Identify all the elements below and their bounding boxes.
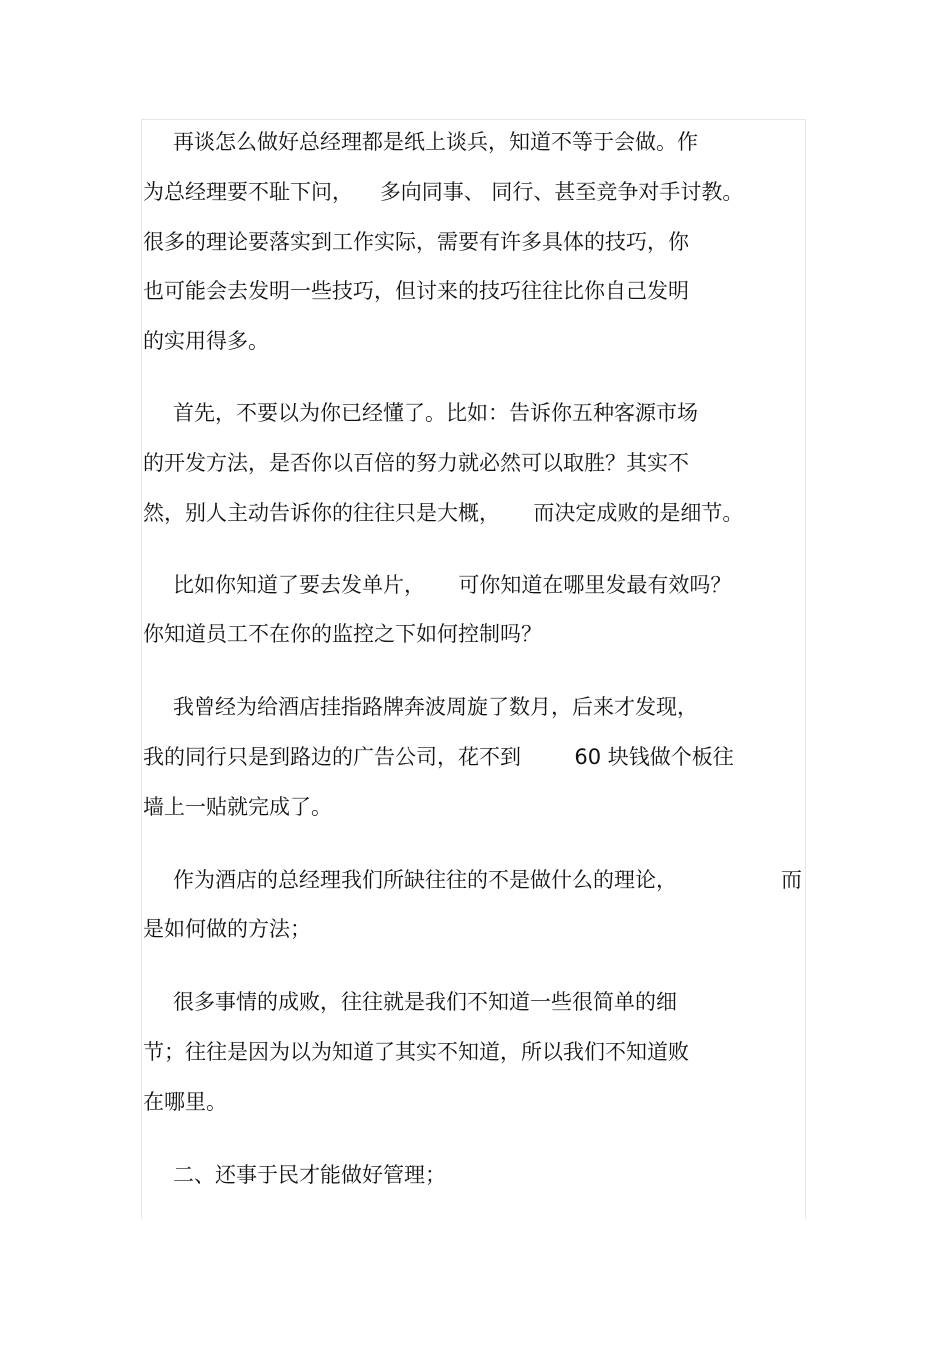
paragraph-1-line-2: 为总经理要不耻下问， 多向同事、 同行、甚至竞争对手讨教。 xyxy=(143,180,744,204)
paragraph-4-line-3: 墙上一贴就完成了。 xyxy=(143,795,332,819)
paragraph-5-line-2: 是如何做的方法； xyxy=(143,917,311,941)
paragraph-2-line-1: 首先，不要以为你已经懂了。比如：告诉你五种客源市场 xyxy=(173,401,698,425)
paragraph-3-line-2: 你知道员工不在你的监控之下如何控制吗？ xyxy=(143,622,542,646)
paragraph-6-line-1: 很多事情的成败，往往就是我们不知道一些很简单的细 xyxy=(173,990,677,1014)
paragraph-1-line-5: 的实用得多。 xyxy=(143,329,269,353)
paragraph-5-trailing-char: 而 xyxy=(781,868,802,892)
paragraph-6-line-3: 在哪里。 xyxy=(143,1090,227,1114)
paragraph-5-line-1: 作为酒店的总经理我们所缺往往的不是做什么的理论， xyxy=(173,868,677,892)
paragraph-2-line-2: 的开发方法，是否你以百倍的努力就必然可以取胜？其实不 xyxy=(143,451,689,475)
paragraph-3-line-1: 比如你知道了要去发单片， 可你知道在哪里发最有效吗？ xyxy=(173,573,732,597)
paragraph-6-line-2: 节；往往是因为以为知道了其实不知道，所以我们不知道败 xyxy=(143,1040,689,1064)
paragraph-4-line-1: 我曾经为给酒店挂指路牌奔波周旋了数月，后来才发现， xyxy=(173,695,698,719)
paragraph-1-line-1: 再谈怎么做好总经理都是纸上谈兵，知道不等于会做。作 xyxy=(173,130,698,154)
section-heading-2: 二、还事于民才能做好管理； xyxy=(173,1163,446,1187)
paragraph-4-line-2: 我的同行只是到路边的广告公司，花不到 60 块钱做个板往 xyxy=(143,745,734,769)
paragraph-1-line-3: 很多的理论要落实到工作实际，需要有许多具体的技巧，你 xyxy=(143,230,689,254)
paragraph-1-line-4: 也可能会去发明一些技巧，但讨来的技巧往往比你自己发明 xyxy=(143,279,689,303)
paragraph-2-line-3: 然，别人主动告诉你的往往只是大概， 而决定成败的是细节。 xyxy=(143,501,744,525)
